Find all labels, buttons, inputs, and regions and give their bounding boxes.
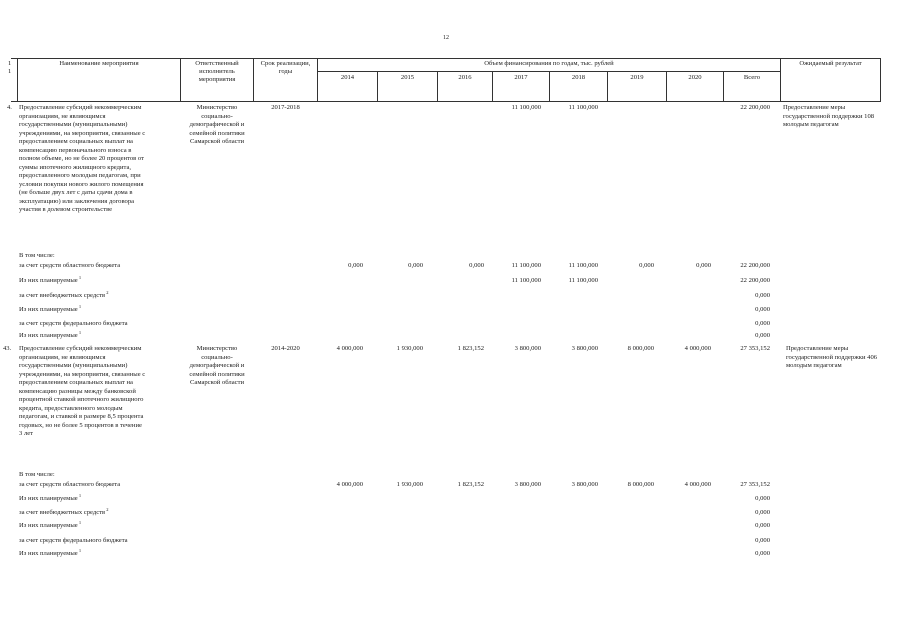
row43-value-2014: 4 000,000 — [336, 345, 363, 352]
row43-value-2020: 4 000,000 — [684, 345, 711, 352]
row42-subrow-value-2015: 0,000 — [408, 262, 423, 269]
subrow-label-text: Из них планируемые — [19, 495, 78, 502]
row42-name-line: суммы ипотечного жилищного кредита, — [19, 163, 132, 171]
footnote-marker: 1 — [77, 492, 82, 498]
row42-subrow-label — [19, 262, 120, 270]
row42-result-line: молодым педагогам — [783, 121, 839, 128]
row42-subrow-value-2018: 11 100,000 — [568, 277, 598, 284]
row43-subrow-label — [19, 481, 120, 489]
row43-subrow-label — [19, 537, 128, 545]
row42-name-line: предоставленного молодым педагогам, при — [19, 172, 141, 179]
header-name: Наименование мероприятия — [59, 60, 139, 67]
subrow-label-text: за счет средств областного бюджета — [19, 481, 121, 488]
row43-subrow-value-2018: 3 800,000 — [571, 481, 598, 488]
row43-value-2015: 1 930,000 — [396, 345, 423, 352]
subrow-label-text: за счет средств областного бюджета — [19, 262, 121, 269]
row42-result-line: Предоставление меры — [783, 104, 846, 111]
row42-resp-line: Самарской области — [190, 138, 244, 145]
row42-subrow-value-2019: 0,000 — [639, 262, 654, 269]
row43-result-line: молодым педагогам — [786, 362, 842, 369]
row43-name-line: предоставлением социальных выплат на — [19, 379, 133, 386]
row42-subrow-value-2014: 0,000 — [348, 262, 363, 269]
row42-name-line: (не больше двух лет с даты сдачи дома в — [19, 189, 133, 196]
row43-name-line: государственными (муниципальными) — [19, 362, 128, 369]
row43-subrow-value-total: 27 353,152 — [740, 481, 770, 488]
row42-resp-line: демографической и — [189, 121, 245, 128]
row43-subrow-label — [19, 519, 82, 530]
subrow-label-text: Из них планируемые — [19, 522, 78, 529]
row42-subrow-label — [19, 329, 82, 340]
row43-name-line: кредита, предоставленного молодым — [19, 404, 123, 412]
row43-name-line: педагогам, и ставкой в размере 8,5 процента — [19, 413, 144, 420]
row43-resp-line: семейной политики — [189, 370, 245, 378]
row43-resp-line: Самарской области — [190, 379, 244, 386]
row42-subrow-value-total: 22 200,000 — [740, 277, 770, 284]
row42-subrow-value-2017: 11 100,000 — [511, 262, 541, 269]
row43-subrow-value-total: 0,000 — [755, 509, 770, 516]
row43-including-label: В том числе: — [19, 471, 55, 478]
col-border-right — [880, 58, 881, 102]
header-num-top: 1 — [8, 60, 12, 67]
row42-subrow-label — [19, 303, 82, 314]
footnote-marker: 1 — [77, 303, 82, 309]
row42-subrow-value-total: 0,000 — [755, 320, 770, 327]
row43-value-2016: 1 823,152 — [457, 345, 484, 352]
row43-subrow-label — [19, 492, 82, 503]
row43-name-line: Предоставление субсидий некоммерческим — [19, 345, 142, 352]
row43-value-2019: 8 000,000 — [627, 345, 654, 352]
row43-name-line: годовых, но не более 5 процентов в течение — [19, 421, 142, 429]
subrow-label-text: за счет средств федерального бюджета — [19, 320, 128, 327]
subrow-label-text: за счет внебюджетных средств — [19, 509, 106, 516]
subrow-label-text: Из них планируемые — [19, 550, 78, 557]
row43-subrow-value-total: 0,000 — [755, 495, 770, 502]
subrow-label-text: Из них планируемые — [19, 306, 78, 313]
row42-period: 2017-2018 — [271, 104, 300, 111]
row43-resp-line: социально- — [201, 353, 233, 361]
row43-resp-line: демографической и — [189, 362, 245, 369]
row42-subrow-value-total: 0,000 — [755, 292, 770, 299]
header-result: Ожидаемый результат — [799, 60, 862, 67]
row42-name-line: организациям, не являющимся — [19, 112, 106, 120]
row42-subrow-label — [19, 289, 109, 300]
row42-value-total: 22 200,000 — [740, 104, 770, 111]
header-year-2014: 2014 — [340, 74, 355, 81]
row42-name-line: участия в долевом строительстве — [19, 206, 113, 213]
header-responsible-line: Ответственный — [195, 60, 239, 67]
row43-value-2018: 3 800,000 — [571, 345, 598, 352]
row43-subrow-value-total: 0,000 — [755, 550, 770, 557]
header-responsible-line: исполнитель — [199, 68, 235, 75]
row42-name-line: условии покупки нового жилого помещения — [19, 180, 144, 188]
row43-name-line: 3 лет — [19, 430, 34, 437]
row42-subrow-value-total: 0,000 — [755, 306, 770, 313]
row42-name-line: предоставлением социальных выплат на — [19, 138, 133, 145]
row42-name-line: государственными (муниципальными) — [19, 121, 128, 128]
header-period-line: Срок реализации, — [260, 60, 311, 67]
row42-name-line: Предоставление субсидий некоммерческим — [19, 104, 142, 111]
row42-name-line: полном объеме, но не более 20 процентов от — [19, 155, 144, 162]
header-total: Всего — [743, 74, 761, 81]
row43-value-2017: 3 800,000 — [514, 345, 541, 352]
row43-name-line: организациям, не являющимся — [19, 353, 106, 361]
row42-name-line: учреждениями, на мероприятия, связанные с — [19, 129, 146, 137]
footnote-marker: 1 — [77, 274, 82, 280]
row43-subrow-value-2020: 4 000,000 — [684, 481, 711, 488]
row43-subrow-label — [19, 547, 82, 558]
footnote-marker: 1 — [77, 329, 82, 335]
row43-result-line: Предоставление меры — [786, 345, 849, 352]
row42-result-line: государственной поддержки 108 — [783, 112, 875, 120]
row43-name-line: компенсацию разницы между банковской — [19, 387, 136, 395]
row43-subrow-value-2014: 4 000,000 — [336, 481, 363, 488]
subrow-label-text: за счет внебюджетных средств — [19, 292, 106, 299]
row43-value-total: 27 353,152 — [740, 345, 770, 352]
row43-result-line: государственной поддержки 406 — [786, 353, 878, 361]
row43-subrow-value-2016: 1 823,152 — [457, 481, 484, 488]
row43-subrow-value-total: 0,000 — [755, 537, 770, 544]
header-responsible-line: мероприятия — [198, 76, 236, 83]
header-year-2020: 2020 — [688, 74, 702, 81]
row42-resp-line: Министерство — [196, 104, 238, 111]
row42-subrow-value-total: 0,000 — [755, 332, 770, 339]
row42-subrow-value-2018: 11 100,000 — [568, 262, 598, 269]
row43-name-line: учреждениями, на мероприятия, связанные с — [19, 370, 146, 378]
header-year-2016: 2016 — [458, 74, 472, 81]
row42-subrow-label — [19, 274, 82, 285]
row42-subrow-value-2017: 11 100,000 — [511, 277, 541, 284]
row42-name-line: компенсацию первоначального взноса в — [19, 146, 132, 154]
header-year-2017: 2017 — [514, 74, 528, 81]
header-year-2018: 2018 — [571, 74, 586, 81]
row42-resp-line: семейной политики — [189, 129, 245, 137]
row42-subrow-value-2016: 0,000 — [469, 262, 484, 269]
row43-subrow-value-total: 0,000 — [755, 522, 770, 529]
header-year-2015: 2015 — [400, 74, 415, 81]
row42-value-2018: 11 100,000 — [568, 104, 598, 111]
row42-resp-line: социально- — [201, 112, 233, 120]
subrow-label-text: Из них планируемые — [19, 277, 78, 284]
row43-period: 2014-2020 — [271, 345, 300, 352]
header-bottom-border — [11, 101, 881, 102]
row42-subrow-value-2020: 0,000 — [696, 262, 711, 269]
header-period-line: годы — [278, 68, 293, 75]
row42-number: 4. — [7, 104, 12, 111]
row42-including-label: В том числе: — [19, 252, 55, 259]
footnote-marker: 2 — [105, 289, 109, 295]
row43-name-line: процентной ставкой ипотечного жилищного — [19, 396, 144, 403]
header-top-border — [11, 58, 881, 59]
row43-subrow-value-2019: 8 000,000 — [627, 481, 654, 488]
row42-name-line: эксплуатацию) или заключения договора — [19, 197, 135, 205]
header-year-2019: 2019 — [630, 74, 644, 81]
footnote-marker: 1 — [77, 547, 82, 553]
page-number: 12 — [443, 35, 449, 41]
row42-subrow-value-total: 22 200,000 — [740, 262, 770, 269]
row43-subrow-value-2015: 1 930,000 — [396, 481, 423, 488]
footnote-marker: 1 — [77, 519, 82, 525]
header-funding: Объем финансирования по годам, тыс. рублей — [484, 60, 614, 67]
row42-subrow-label — [19, 320, 128, 328]
row43-resp-line: Министерство — [196, 345, 238, 352]
row43-number: 43. — [3, 345, 12, 352]
row43-subrow-value-2017: 3 800,000 — [514, 481, 541, 488]
row42-value-2017: 11 100,000 — [511, 104, 541, 111]
footnote-marker: 2 — [105, 506, 109, 512]
subrow-label-text: Из них планируемые — [19, 332, 78, 339]
header-num-bottom: 1 — [8, 68, 12, 75]
subrow-label-text: за счет средств федерального бюджета — [19, 537, 128, 544]
row43-subrow-label — [19, 506, 109, 517]
